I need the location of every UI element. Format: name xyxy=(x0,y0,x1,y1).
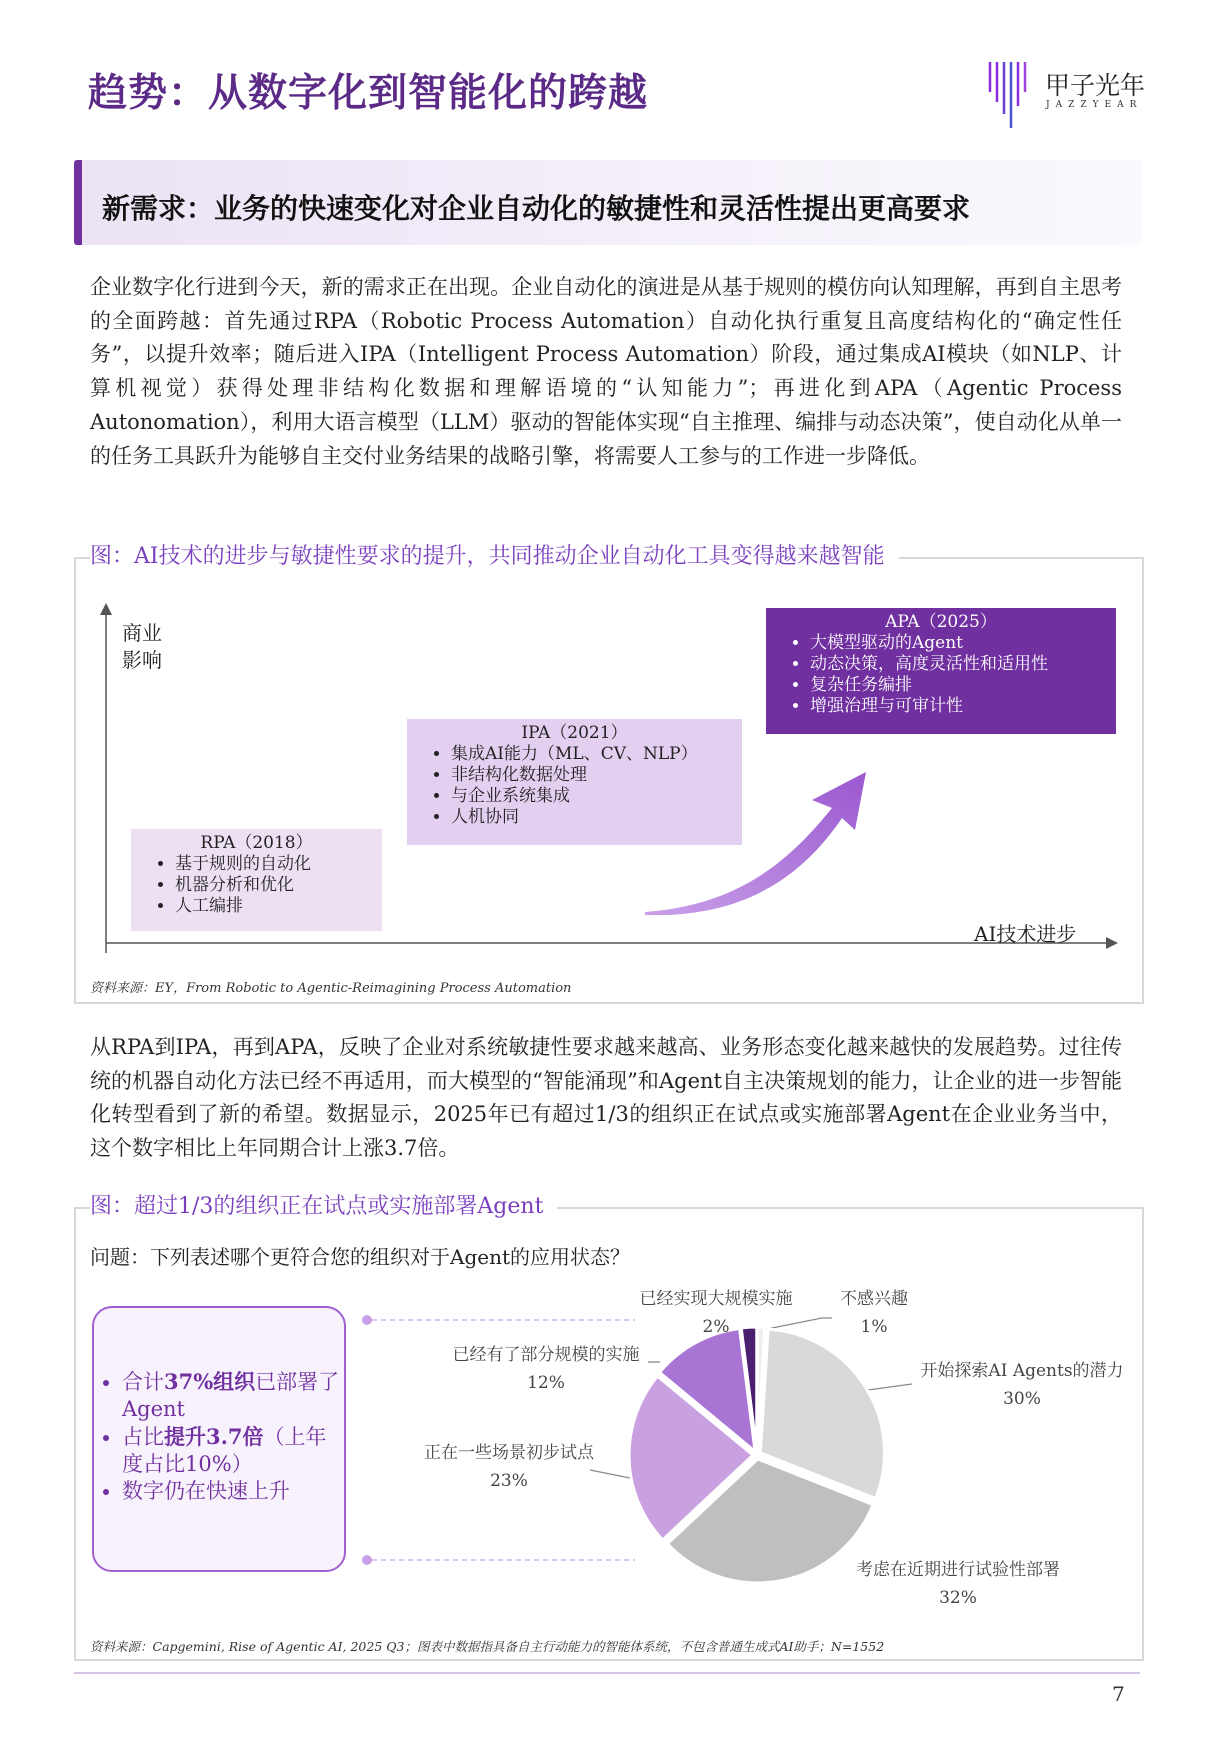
highlight-item: • 合计37%组织已部署了Agent xyxy=(122,1368,344,1423)
logo-name: 甲子光年 xyxy=(1045,71,1146,100)
pie-label-large-scale: 已经实现大规模实施 2% xyxy=(639,1289,793,1337)
y-axis-label: 商业影响 xyxy=(122,621,162,672)
pie-label-not-interested: 不感兴趣 1% xyxy=(840,1289,908,1337)
stage-item: • 动态决策，高度灵活性和适用性 xyxy=(810,654,1106,675)
x-axis-label: AI技术进步 xyxy=(974,922,1077,946)
stage-item: • 机器分析和优化 xyxy=(175,875,372,896)
pie-label-considering: 考虑在近期进行试验性部署 32% xyxy=(856,1560,1060,1608)
stage-title: APA（2025） xyxy=(885,612,997,632)
stage-title: RPA（2018） xyxy=(200,833,313,853)
stage-title: IPA（2021） xyxy=(521,723,628,743)
footer-divider xyxy=(74,1672,1140,1674)
survey-question: 问题：下列表述哪个更符合您的组织对于Agent的应用状态？ xyxy=(90,1245,630,1269)
figure2-source: 资料来源：Capgemini, Rise of Agentic AI, 2025 Q3；图表中数据指具备自主行动能力的智能体系统，不包含普通生成式AI助手；N=1552 xyxy=(90,1639,885,1654)
body-paragraph: 从RPA到IPA，再到APA，反映了企业对系统敏捷性要求越来越高、业务形态变化越来越快的发展趋势。过往传统的机器自动化方法已经不再适用，而大模型的“智能涌现”和Agent自主决策规划的能力，让企业的进一步智能化转型看到了新的希望。数据显示，2025年已有超过1/3的组织正在试点或实施部署Agent在企业业务当中，这个数字相比上年同期合计上涨3.7倍。 xyxy=(90,1035,1122,1161)
stage-item: • 集成AI能力（ML、CV、NLP） xyxy=(451,744,732,765)
stage-item: • 非结构化数据处理 xyxy=(451,765,732,786)
page-number: 7 xyxy=(1112,1682,1125,1706)
page-title: 趋势：从数字化到智能化的跨越 xyxy=(88,70,649,116)
pie-label-partial-scale: 已经有了部分规模的实施 12% xyxy=(452,1345,640,1393)
stage-item: • 人机协同 xyxy=(451,807,732,828)
pie-label-exploring: 开始探索AI Agents的潜力 30% xyxy=(920,1361,1124,1409)
logo-en: JAZZYEAR xyxy=(1046,100,1143,110)
stage-item: • 基于规则的自动化 xyxy=(175,854,372,875)
intro-paragraph: 企业数字化行进到今天，新的需求正在出现。企业自动化的演进是从基于规则的模仿向认知理解，再到自主思考的全面跨越：首先通过RPA（Robotic Process Automation）自动化执行重复且高度结构化的“确定性任务”，以提升效率；随后进入IPA（Intelligent Process Automation）阶段，通过集成AI模块（如NLP、计算机视觉）获得处理非结构化数据和理解语境的“认知能力”；再进化到APA（Agentic Process Autonomation），利用大语言模型（LLM）驱动的智能体实现“自主推理、编排与动态决策”，使自动化从单一的任务工具跃升为能够自主交付业务结果的战略引擎，将需要人工参与的工作进一步降低。 xyxy=(90,275,1122,468)
figure1-title: 图：AI技术的进步与敏捷性要求的提升，共同推动企业自动化工具变得越来越智能 xyxy=(90,539,899,570)
figure2-title: 图：超过1/3的组织正在试点或实施部署Agent xyxy=(90,1189,557,1220)
stage-item: • 人工编排 xyxy=(175,896,372,917)
stage-item: • 增强治理与可审计性 xyxy=(810,696,1106,717)
stage-item: • 与企业系统集成 xyxy=(451,786,732,807)
banner-text: 新需求：业务的快速变化对企业自动化的敏捷性和灵活性提出更高要求 xyxy=(102,192,971,225)
highlight-item: • 数字仍在快速上升 xyxy=(122,1478,344,1505)
stage-item: • 复杂任务编排 xyxy=(810,675,1106,696)
stage-item: • 大模型驱动的Agent xyxy=(810,633,1106,654)
highlight-item: • 占比提升3.7倍（上年度占比10%） xyxy=(122,1423,344,1478)
figure1-source: 资料来源：EY，From Robotic to Agentic-Reimagining Process Automation xyxy=(90,981,572,996)
pie-label-piloting: 正在一些场景初步试点 23% xyxy=(424,1443,594,1491)
